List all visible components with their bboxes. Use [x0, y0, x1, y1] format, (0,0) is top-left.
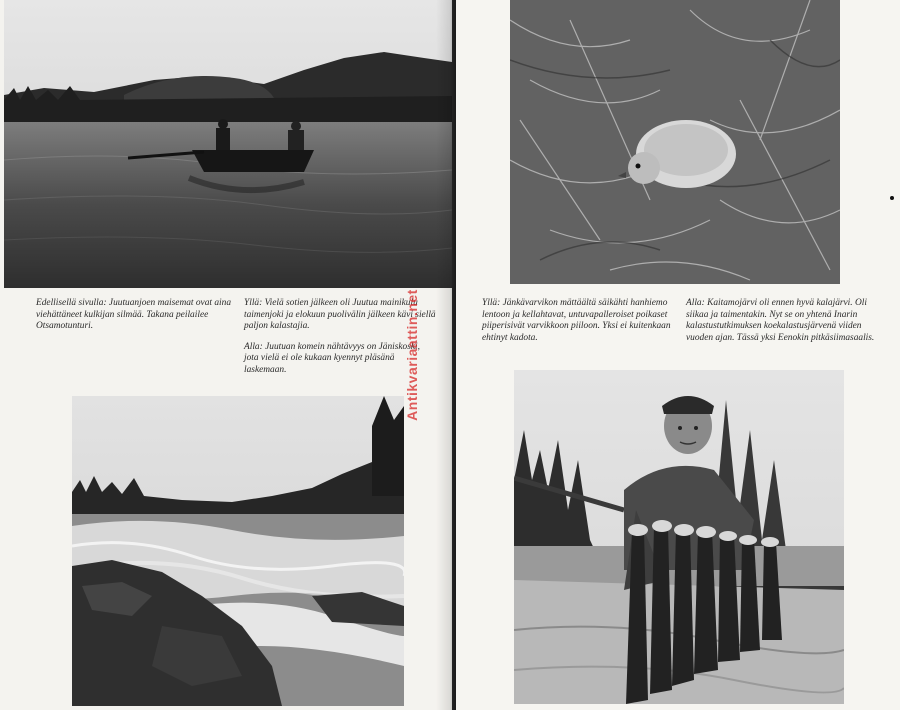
caption-text: Yllä: Jänkävarvikon mättäältä säikähti hanhiemo lentoon ja kellahtavat, untuvapalleroiset poikaset piiperisivät varvikkoon piiloon. Yksi ei kuitenkaan ehtinyt kadota. [482, 298, 671, 343]
right-page [456, 0, 900, 710]
rowboat-lake-photo [4, 0, 452, 288]
watermark-text: Antikvariaattin.net [404, 289, 420, 421]
caption-text-below: Alla: Juutuan komein nähtävyys on Jäniskoski, jota vielä ei ole kukaan kyennyt pläsänä laskemaan. [244, 341, 420, 375]
caption-lake [686, 298, 882, 353]
duckling-grass-photo [510, 0, 840, 284]
print-mark [890, 196, 894, 200]
fisherman-catch-photo [514, 370, 844, 704]
caption-text-above: Yllä: Vielä sotien jälkeen oli Juutua mainikulu taimenjoki ja elokuun puolivälin jälkeen kävi siellä paljon kalastajia. [244, 298, 436, 331]
caption-previous-page [36, 298, 232, 342]
caption-text: Edellisellä sivulla: Juutuanjoen maisemat ovat aina viehättäneet kulkijan silmää. Takana peilailee Otsamotunturi. [36, 298, 232, 331]
caption-goose [482, 298, 678, 353]
caption-text: Alla: Kaitamojärvi oli ennen hyvä kalajärvi. Oli siikaa ja taimentakin. Nyt se on yhtenä Inarin kalastustutkimuksen koekalastusjärvenä viiden vuoden ajan. Tässä yksi Eenokin pitkäsiimasaalis. [686, 298, 875, 343]
river-rapids-photo [72, 396, 404, 706]
